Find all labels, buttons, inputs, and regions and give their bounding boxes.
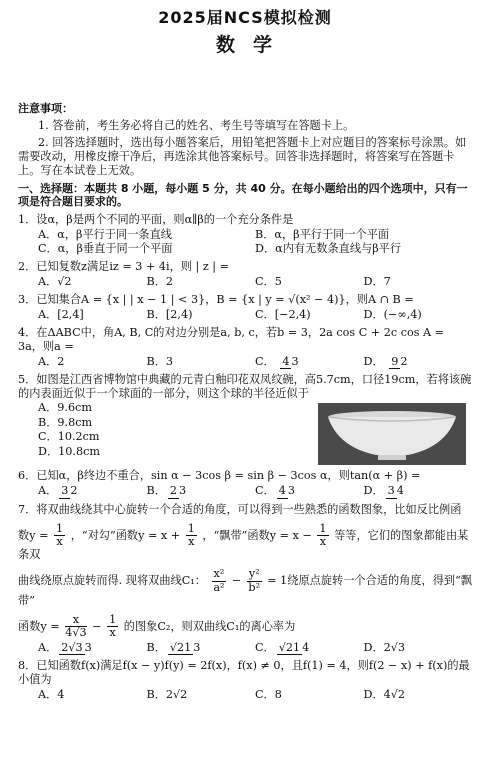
question-stem: 5．如图是江西省博物馆中典藏的元青白釉印花双凤纹碗，高5.7cm，口径19cm，若将该碗的内表面近似于一个球面的一部分，则这个球的半径近似于: [18, 373, 472, 401]
question-6: [18, 469, 472, 498]
numerator: 1: [109, 612, 117, 626]
stem-text: 曲线绕原点旋转而得. 现将双曲线C₁：: [18, 574, 206, 588]
denominator: 4: [302, 640, 310, 654]
denominator: 3: [193, 640, 201, 654]
fraction: [277, 484, 295, 498]
numerator: 1: [319, 521, 327, 535]
question-stem: 3．已知集合A = {x | | x − 1 | < 3}，B = {x | y = √(x² − 4)}，则A ∩ B =: [18, 293, 414, 306]
fraction: [59, 484, 77, 498]
numerator: 4: [278, 484, 286, 498]
stem-text: 数y =: [18, 528, 49, 542]
option-c: [255, 355, 364, 369]
numerator: 1: [187, 521, 195, 535]
fraction: [389, 355, 407, 369]
option-b: B．2: [146, 275, 174, 288]
fraction: [317, 523, 328, 549]
option-a: [38, 484, 147, 498]
denominator: x: [188, 534, 195, 548]
option-d: D．α内有无数条直线与β平行: [255, 242, 402, 255]
question-stem: 6．已知α，β终边不重合，sin α − 3cos β = sin β − 3cos α，则tan(α + β) =: [18, 469, 421, 483]
stem-text: ，“飘带”函数y = x −: [202, 528, 312, 542]
option-b: B．3: [146, 355, 174, 368]
notes-block: [18, 102, 472, 178]
denominator: a²: [213, 580, 225, 594]
option-label: D．: [363, 484, 384, 498]
numerator: √21: [169, 640, 192, 654]
denominator: x: [56, 534, 63, 548]
question-stem-line: [18, 523, 472, 563]
option-b: B．[2,4): [146, 308, 193, 321]
stem-text: = 1绕原点旋转一个合适的角度，得到“飘带”: [18, 574, 472, 607]
note-item: 2. 回答选择题时，选出每小题答案后，用铅笔把答题卡上对应题目的答案标号涂黑。如需要改动，用橡皮擦干净后，再选涂其他答案标号。回答非选择题时，将答案写在答题卡上。写在本试卷上无效。: [18, 135, 467, 177]
option-label: C．: [255, 484, 275, 498]
question-stem: 7．将双曲线绕其中心旋转一个合适的角度，可以得到一些熟悉的函数图象，比如反比例函: [18, 502, 462, 516]
option-label: A．: [38, 640, 58, 654]
numerator: x: [65, 614, 86, 627]
option-label: C．: [255, 640, 275, 654]
denominator: x: [319, 534, 327, 548]
option-label: D．: [363, 355, 384, 369]
numerator: 3: [387, 484, 395, 498]
section-title: 一、选择题：本题共 8 小题，每小题 5 分，共 40 分。在每小题给出的四个选项中，只有一项是符合题目要求的。: [18, 181, 468, 209]
fraction: [386, 484, 404, 498]
fraction: [186, 523, 197, 549]
numerator: √21: [278, 640, 301, 654]
numerator: 1: [56, 521, 64, 535]
option-b: B．α，β平行于同一个平面: [255, 228, 390, 241]
stem-text: ，“对勾”函数y = x +: [70, 528, 181, 542]
question-stem: 1．设α，β是两个不同的平面，则α∥β的一个充分条件是: [18, 213, 294, 226]
options: [18, 688, 472, 702]
numerator: x²: [213, 567, 225, 581]
denominator: x: [109, 626, 116, 640]
options: [18, 228, 472, 256]
option-a: A．2: [38, 355, 65, 368]
numerator: 2: [169, 484, 178, 498]
fraction: [168, 641, 201, 655]
option-c: C．10.2cm: [38, 430, 100, 444]
question-8: [18, 659, 472, 702]
option-d: [364, 484, 473, 498]
fraction: [65, 614, 86, 640]
denominator: b²: [248, 580, 261, 594]
option-a: A．[2,4]: [38, 308, 84, 321]
options: [18, 484, 472, 498]
option-d: D．7: [363, 275, 391, 288]
option-c: C．8: [255, 687, 282, 701]
option-a: A．4: [38, 687, 65, 701]
option-a: A．9.6cm: [38, 401, 92, 415]
fraction: [107, 614, 118, 640]
stem-text: 等等，它们的图象都能由某条双: [18, 528, 469, 562]
fraction: [247, 568, 262, 594]
option-a: [38, 641, 147, 655]
note-item: 1. 答卷前，考生务必将自己的姓名、考生号等填写在答题卡上。: [38, 118, 355, 132]
denominator: 3: [179, 484, 187, 498]
numerator: y²: [248, 567, 260, 581]
fraction: [212, 568, 227, 594]
exam-title: 2025届NCS模拟检测: [158, 8, 332, 27]
numerator: 3: [61, 484, 69, 498]
option-c: [255, 641, 364, 655]
option-a: A．α，β平行于同一条直线: [38, 228, 172, 241]
option-b: B．9.8cm: [38, 415, 93, 429]
option-b: B．2√2: [146, 687, 188, 701]
question-stem: 8．已知函数f(x)满足f(x − y)f(y) = 2f(x)，f(x) ≠ 0，且f(1) = 4，则f(2 − x) + f(x)的最小值为: [18, 658, 470, 686]
numerator: 2√3: [61, 640, 83, 654]
denominator: 4√3: [65, 626, 87, 640]
denominator: 3: [291, 355, 299, 368]
stem-text: −: [231, 574, 242, 588]
fraction: [168, 484, 186, 498]
fraction: [59, 641, 92, 655]
fraction: [54, 523, 65, 549]
option-label: C．: [255, 355, 275, 369]
stem-text: −: [92, 619, 102, 633]
option-d: D．10.8cm: [38, 445, 100, 458]
question-3: [18, 293, 472, 322]
option-c: [255, 484, 364, 498]
question-stem: 2．已知复数z满足iz = 3 + 4i，则 | z | =: [18, 260, 229, 273]
option-b: [147, 484, 256, 498]
option-b: [147, 641, 256, 655]
option-c: C．α，β垂直于同一个平面: [38, 242, 173, 255]
question-stem-line: [18, 568, 472, 608]
options: [18, 308, 472, 322]
question-4: [18, 326, 472, 369]
option-c: C．[−2,4): [255, 308, 311, 321]
stem-text: 的图象C₂，则双曲线C₁的离心率为: [123, 619, 296, 633]
option-d: [364, 355, 473, 369]
question-7: [18, 503, 472, 655]
denominator: 2: [70, 484, 78, 498]
bowl-photo: [318, 403, 466, 465]
subject-title: 数学: [215, 34, 290, 56]
options: [18, 275, 472, 289]
numerator: 4: [282, 355, 290, 368]
options: [18, 355, 472, 369]
question-1: [18, 213, 472, 256]
question-5-body: [18, 401, 472, 465]
fraction: [280, 355, 298, 369]
question-2: [18, 260, 472, 289]
exam-header: [18, 8, 472, 58]
options: [18, 641, 472, 655]
notes-title: 注意事项：: [18, 101, 73, 115]
question-stem-line: [18, 614, 472, 640]
option-c: C．5: [255, 275, 282, 288]
question-stem: 4．在ΔABC中，角A, B, C的对边分别是a, b, c，若b = 3，2a cos C + 2c cos A = 3a，则a =: [18, 326, 445, 353]
stem-text: 函数y =: [18, 619, 60, 633]
option-d: D．(−∞,4): [363, 308, 422, 321]
denominator: 2: [400, 355, 408, 368]
option-label: A．: [38, 484, 58, 498]
option-label: B．: [146, 640, 166, 654]
fraction: [277, 641, 310, 655]
denominator: 4: [396, 484, 404, 498]
option-a: A．√2: [38, 275, 72, 288]
numerator: 9: [391, 355, 399, 368]
option-d: D．4√2: [363, 687, 406, 701]
option-d: D．2√3: [363, 640, 406, 654]
denominator: 3: [287, 484, 295, 498]
question-5: [18, 373, 472, 465]
denominator: 3: [84, 640, 92, 654]
options: [18, 401, 100, 465]
option-label: B．: [146, 484, 166, 498]
